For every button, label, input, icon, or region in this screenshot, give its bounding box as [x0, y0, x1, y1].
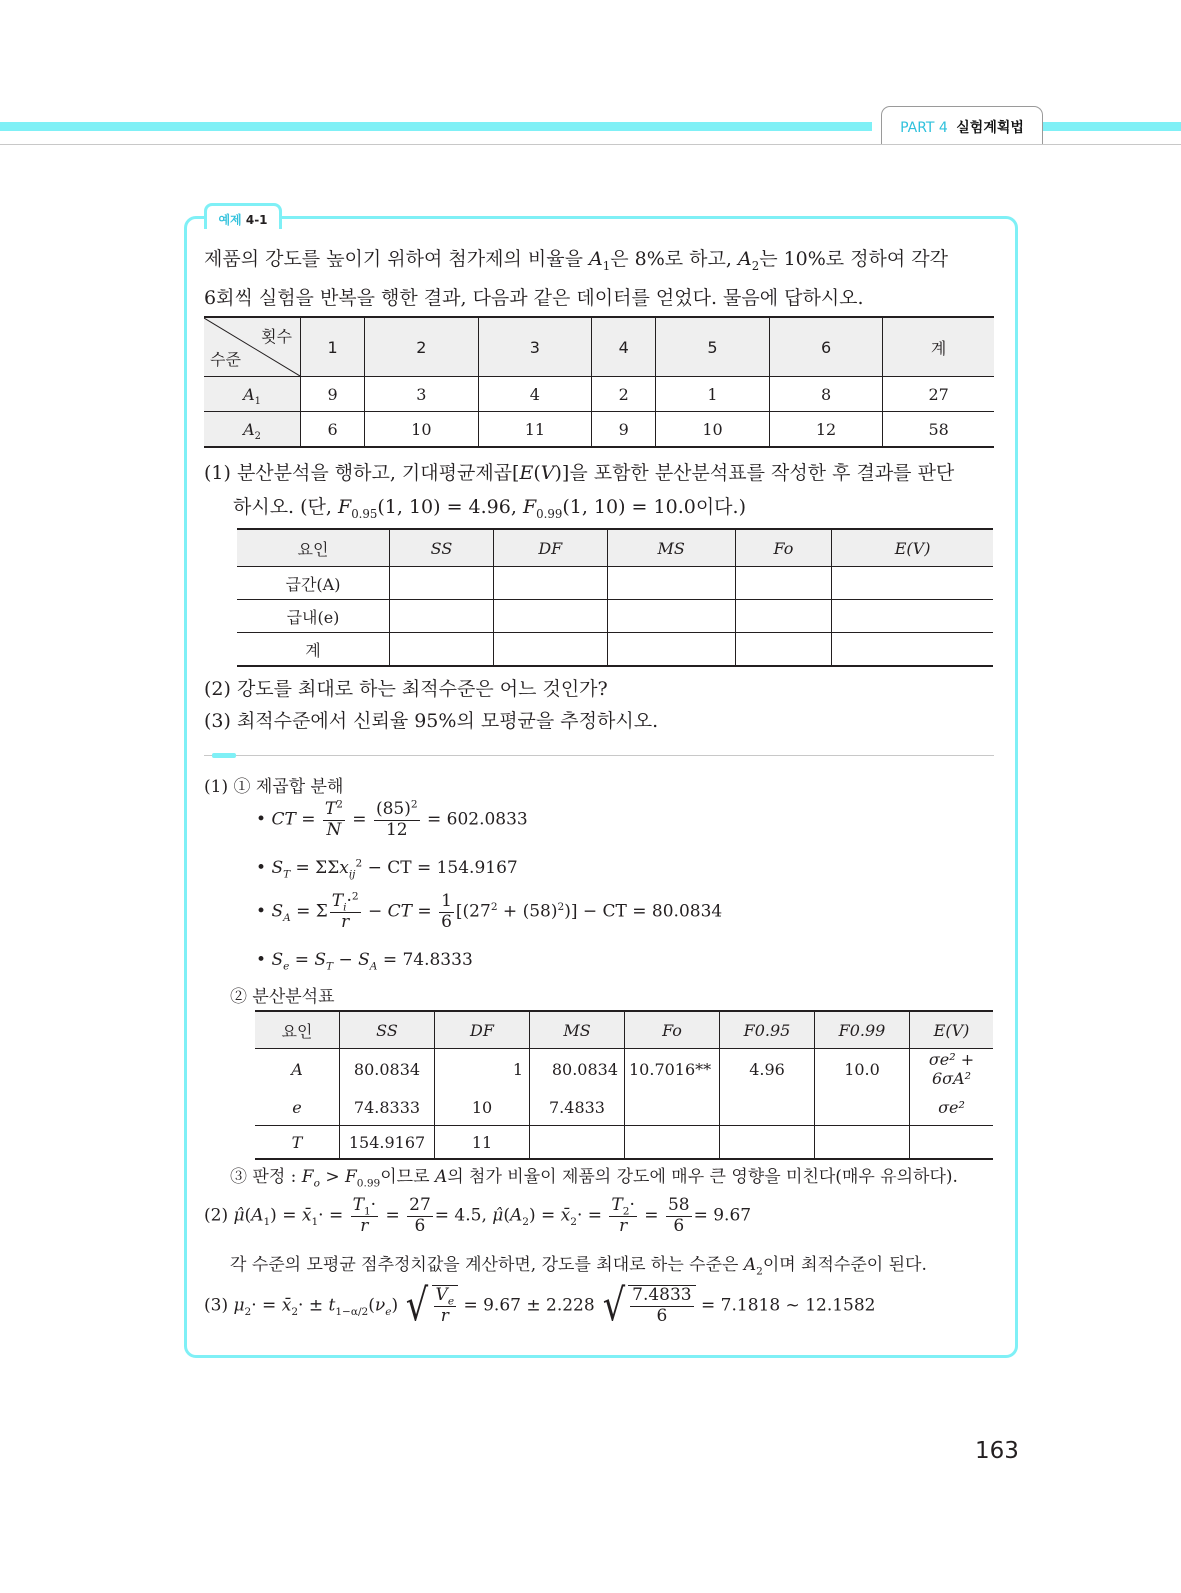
corner-bottom-label: 수준	[210, 350, 241, 369]
anova-table	[255, 1010, 993, 1160]
table-cell: 154.9167	[340, 1126, 435, 1160]
col-header: E(V)	[832, 529, 993, 567]
table-cell: 10.0	[815, 1049, 910, 1090]
table-cell: 4.96	[720, 1049, 815, 1090]
example-prefix: 예제	[218, 213, 242, 227]
table-cell: σe² + 6σA²	[928, 1050, 975, 1088]
ct-formula: • CT = $\frac{T^2}{N}$ = $\frac{(85)^2}{12}$ = 602.0833	[256, 798, 528, 840]
col-header: Fo	[625, 1011, 720, 1049]
table-row	[204, 377, 994, 412]
question-1-line-1: (1) 분산분석을 행하고, 기대평균제곱[E(V)]을 포함한 분산분석표를 작성한 후 결과를 판단	[204, 462, 955, 484]
st-formula: • $S_T = \Sigma\Sigma x_{ij}^2$ − CT = 154.9167	[256, 857, 518, 881]
row-label: 급간(A)	[237, 567, 390, 600]
col-header: MS	[607, 529, 735, 567]
header-band-right	[1032, 122, 1181, 131]
table-cell: 10.7016**	[625, 1049, 720, 1090]
col-header: 6	[769, 317, 883, 377]
header-band	[0, 122, 872, 131]
solution-2-formula: (2) $\mû(A_1)$ = $x̄_1\cdot$ = $\frac{T_1\cdot}{r}$ = $\frac{27}{6}$ = 4.5, $\mû(A_2)$ = $x̄_2\cdot$ = $\frac{T_2\cdot}{r}$ = $\frac{58}{6}$ = 9.67	[204, 1195, 752, 1236]
data-cell: 4	[478, 377, 592, 412]
data-cell: 27	[883, 377, 994, 412]
table-cell	[530, 1126, 625, 1160]
part-title: 실험계획법	[956, 120, 1024, 136]
table-cell: 80.0834	[340, 1049, 435, 1090]
data-cell: 1	[656, 377, 770, 412]
col-header: F0.95	[720, 1011, 815, 1049]
question-1-line-2: 하시오. (단, $F_{0.95}(1$, 10) = 4.96, $F_{0.99}(1$, 10) = 10.0이다.)	[233, 496, 746, 521]
table-row	[204, 412, 994, 448]
part-label: PART 4	[900, 120, 948, 136]
col-header: SS	[390, 529, 494, 567]
data-cell: 12	[769, 412, 883, 448]
solution-3-formula: (3) $\mu_2\cdot$ = $x̄_2\cdot \pm t_{1-\alpha/2}(\nu_e)$ √ $\frac{V_e}{r}$ = 9.67 ± 2.228 √ $\frac{7.4833}{6}$ = 7.1818 ~ 12.1582	[204, 1280, 876, 1331]
row-label: e	[255, 1089, 340, 1126]
data-cell: 10	[656, 412, 770, 448]
col-header: 5	[656, 317, 770, 377]
table-row	[237, 633, 993, 667]
col-header: 요인	[237, 529, 390, 567]
table-row	[255, 1126, 993, 1160]
col-header: 4	[592, 317, 656, 377]
col-header: E(V)	[910, 1011, 994, 1049]
level-cell: $A_2$	[204, 412, 301, 448]
col-header: Fo	[735, 529, 831, 567]
table-cell: 10	[435, 1089, 530, 1126]
table-row	[237, 600, 993, 633]
intro-line-1: 제품의 강도를 높이기 위하여 첨가제의 비율을 $A_1$은 8%로 하고, $A_2$는 10%로 정하여 각각	[204, 248, 949, 273]
page-number: 163	[975, 1438, 1019, 1464]
corner-cell	[204, 317, 301, 377]
table-cell	[720, 1089, 815, 1126]
col-header: MS	[530, 1011, 625, 1049]
data-cell: 11	[478, 412, 592, 448]
question-2: (2) 강도를 최대로 하는 최적수준은 어느 것인가?	[204, 678, 608, 700]
table-cell	[815, 1126, 910, 1160]
header-rule	[0, 144, 1181, 145]
table-cell: σe²	[910, 1089, 994, 1126]
table-cell	[720, 1126, 815, 1160]
anova-blank-table	[237, 528, 993, 667]
col-header: 요인	[255, 1011, 340, 1049]
row-label: T	[255, 1126, 340, 1160]
data-table	[204, 316, 994, 448]
solution-anova-heading: ② 분산분석표	[230, 987, 335, 1007]
col-header: F0.99	[815, 1011, 910, 1049]
solution-2-text: 각 수준의 모평균 점추정치값을 계산하면, 강도를 최대로 하는 수준은 $A_2$이며 최적수준이 된다.	[230, 1255, 927, 1278]
data-cell: 9	[301, 377, 365, 412]
level-cell: $A_1$	[204, 377, 301, 412]
solution-divider	[204, 755, 994, 756]
intro-line-2: 6회씩 실험을 반복을 행한 결과, 다음과 같은 데이터를 얻었다. 물음에 답하시오.	[204, 287, 864, 309]
solution-1-heading: (1) ① 제곱합 분해	[204, 777, 344, 797]
part-tab	[881, 106, 1043, 144]
table-cell	[910, 1126, 994, 1160]
data-cell: 10	[365, 412, 479, 448]
table-cell: 11	[435, 1126, 530, 1160]
col-header: 3	[478, 317, 592, 377]
data-cell: 58	[883, 412, 994, 448]
col-header: 계	[883, 317, 994, 377]
table-cell: 1	[435, 1049, 530, 1090]
divider-mark	[212, 753, 236, 758]
row-label: A	[255, 1049, 340, 1090]
col-header: DF	[435, 1011, 530, 1049]
sa-formula: • $S_A = \Sigma$ $\frac{T_i\cdot^2}{r}$ − CT = $\frac{1}{6}$ $[(27^2 + (58)^2)]$ − CT = 80.0834	[256, 890, 723, 932]
col-header: 2	[365, 317, 479, 377]
example-tab	[204, 203, 282, 229]
example-number: 4-1	[245, 213, 268, 227]
table-row	[255, 1049, 993, 1090]
table-cell: 80.0834	[530, 1049, 625, 1090]
col-header: SS	[340, 1011, 435, 1049]
table-cell	[625, 1089, 720, 1126]
row-label: 계	[237, 633, 390, 667]
data-cell: 9	[592, 412, 656, 448]
judgment: ③ 판정 : $F_o > F_{0.99}$이므로 A의 첨가 비율이 제품의 강도에 매우 큰 영향을 미친다(매우 유의하다).	[230, 1167, 958, 1190]
table-cell	[815, 1089, 910, 1126]
se-formula: • $S_e = S_T - S_A = 74.8333$	[256, 950, 473, 973]
table-row	[255, 1089, 993, 1126]
table-cell	[625, 1126, 720, 1160]
table-cell: 74.8333	[340, 1089, 435, 1126]
data-cell: 8	[769, 377, 883, 412]
col-header: 1	[301, 317, 365, 377]
data-cell: 2	[592, 377, 656, 412]
data-cell: 6	[301, 412, 365, 448]
question-3: (3) 최적수준에서 신뢰율 95%의 모평균을 추정하시오.	[204, 710, 659, 732]
table-row	[237, 567, 993, 600]
table-cell: 7.4833	[530, 1089, 625, 1126]
col-header: DF	[493, 529, 607, 567]
row-label: 급내(e)	[237, 600, 390, 633]
data-cell: 3	[365, 377, 479, 412]
corner-top-label: 횟수	[261, 327, 292, 346]
